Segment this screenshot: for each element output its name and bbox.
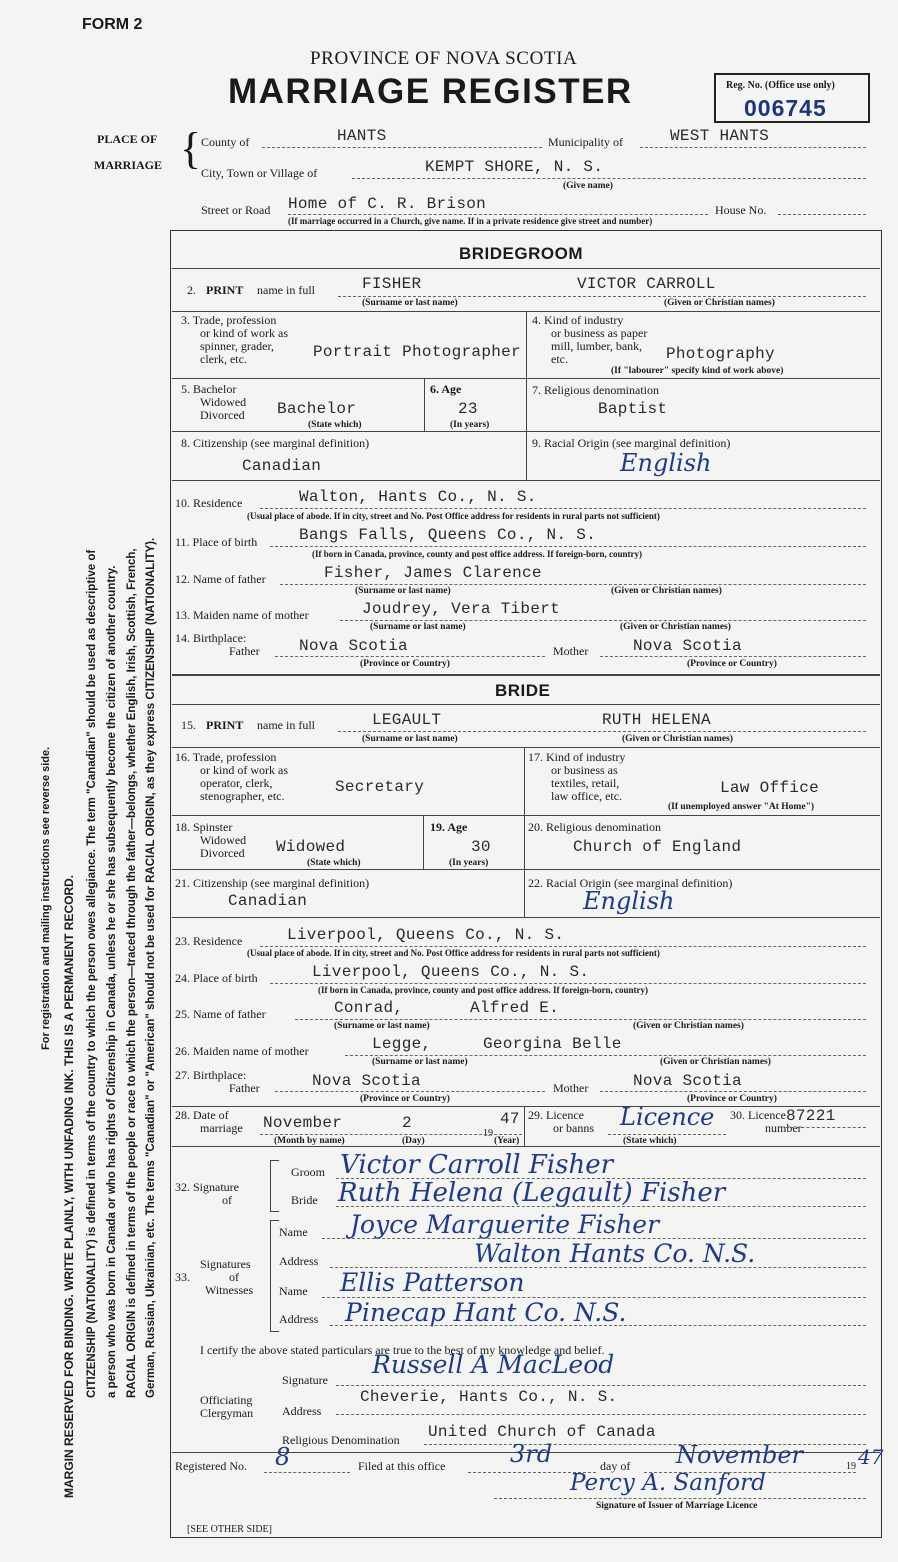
marriage-month-caption: (Month by name) (274, 1136, 345, 1146)
groom-citizenship: Canadian (242, 457, 322, 475)
witness2-address-label: Address (279, 1312, 319, 1326)
groom-birthplace-caption: (If born in Canada, province, county and post office address. If foreign-born, country) (312, 549, 643, 559)
groom-age-label: 6. Age (430, 382, 462, 396)
groom-industry-caption: (If "labourer" specify kind of work above) (611, 366, 784, 376)
signature-label-2: of (222, 1193, 232, 1207)
bride-mother-label: 26. Maiden name of mother (175, 1044, 309, 1058)
bride-father-given-caption: (Given or Christian names) (633, 1021, 744, 1031)
groom-mother: Joudrey, Vera Tibert (362, 600, 561, 618)
groom-given-caption: (Given or Christian names) (664, 298, 775, 308)
marriage-year: 47 (500, 1110, 520, 1128)
witness1-address: Walton Hants Co. N.S. (474, 1239, 756, 1268)
bride-industry: Law Office (720, 779, 820, 797)
groom-trade-label-2: or kind of work as (200, 326, 288, 340)
bride-status-label-2: Widowed (200, 833, 247, 847)
denomination: United Church of Canada (428, 1423, 656, 1441)
bride-mother-given-caption: (Given or Christian names) (660, 1057, 771, 1067)
bride-industry-caption: (If unemployed answer "At Home") (668, 802, 815, 812)
groom-industry: Photography (666, 345, 775, 363)
groom-industry-label-3: mill, lumber, bank, (551, 339, 643, 353)
place-brace: { (180, 124, 202, 173)
groom-residence-label: 10. Residence (175, 496, 243, 510)
groom-status: Bachelor (277, 400, 357, 418)
bride-bp-father-caption: (Province or Country) (360, 1094, 450, 1104)
bride-father-given: Alfred E. (470, 999, 560, 1017)
county-value: HANTS (337, 127, 387, 145)
bride-name-print: PRINT (206, 718, 244, 732)
groom-bp-mother-label: Mother (553, 644, 589, 658)
see-other-side: [SEE OTHER SIDE] (187, 1524, 272, 1535)
side-citizenship-1: CITIZENSHIP (NATIONALITY) is defined in terms of the country to which the person owes allegiance. The term "Canadian" should be used as descriptive of (86, 549, 98, 1398)
groom-name-print: PRINT (206, 283, 244, 297)
municipality-value: WEST HANTS (670, 127, 770, 145)
bride-racial: English (583, 887, 675, 915)
groom-father-surname-caption: (Surname or last name) (355, 586, 451, 596)
bride-trade-label-2: or kind of work as (200, 763, 288, 777)
groom-bp-mother: Nova Scotia (633, 637, 742, 655)
bride-bp-label: 27. Birthplace: (175, 1068, 247, 1082)
issuer-caption: Signature of Issuer of Marriage Licence (596, 1501, 758, 1511)
bride-trade: Secretary (335, 778, 425, 796)
marriage-day: 2 (402, 1114, 412, 1132)
licence-type: Licence (620, 1103, 715, 1131)
bride-residence-label: 23. Residence (175, 934, 243, 948)
groom-given: VICTOR CARROLL (577, 275, 716, 293)
bridegroom-heading: BRIDEGROOM (459, 244, 583, 263)
date-label-2: marriage (200, 1121, 243, 1135)
bride-father-surname-caption: (Surname or last name) (334, 1021, 430, 1031)
bride-trade-label-3: operator, clerk, (200, 776, 273, 790)
licence-type-caption: (State which) (623, 1136, 677, 1146)
bride-residence: Liverpool, Queens Co., N. S. (287, 926, 565, 944)
witness-label-1: Signatures (200, 1257, 251, 1271)
groom-surname-caption: (Surname or last name) (362, 298, 458, 308)
licence-number: 87221 (786, 1107, 836, 1125)
bride-father-surname: Conrad, (334, 999, 404, 1017)
marriage-year-prefix: 19 (483, 1128, 493, 1139)
filed-month: November (676, 1441, 804, 1469)
clergy-signature: Russell A MacLeod (372, 1350, 615, 1379)
street-caption: (If marriage occurred in a Church, give name. If in a private residence give street and number) (288, 216, 653, 226)
signature-label-1: 32. Signature (175, 1180, 239, 1194)
licence-label-1: 29. Licence (528, 1108, 584, 1122)
bride-religion-label: 20. Religious denomination (528, 820, 661, 834)
bride-age-label: 19. Age (430, 820, 468, 834)
groom-status-caption: (State which) (308, 420, 362, 430)
province-heading: PROVINCE OF NOVA SCOTIA (310, 48, 578, 69)
groom-status-label-1: 5. Bachelor (181, 382, 237, 396)
marriage-year-caption: (Year) (494, 1136, 520, 1146)
bride-given-caption: (Given or Christian names) (622, 734, 733, 744)
bride-industry-label-3: textiles, retail, (551, 776, 620, 790)
filed-day: 3rd (510, 1440, 553, 1468)
bride-status: Widowed (276, 838, 346, 856)
bride-bp-father-label: Father (229, 1081, 260, 1095)
groom-bp-father-label: Father (229, 644, 260, 658)
city-label: City, Town or Village of (201, 166, 318, 180)
groom-bp-father-caption: (Province or Country) (360, 659, 450, 669)
groom-name-label: name in full (257, 283, 315, 297)
bride-mother-surname-caption: (Surname or last name) (372, 1057, 468, 1067)
clergy-address: Cheverie, Hants Co., N. S. (360, 1388, 618, 1406)
witness2-name: Ellis Patterson (340, 1268, 525, 1297)
groom-trade: Portrait Photographer (313, 343, 521, 361)
licence-no-label-1: 30. Licence (730, 1108, 786, 1122)
clergy-sig-label: Signature (282, 1373, 328, 1387)
clergy-address-label: Address (282, 1404, 322, 1418)
bride-bp-father: Nova Scotia (312, 1072, 421, 1090)
witness1-address-label: Address (279, 1254, 319, 1268)
bride-bp-mother-caption: (Province or Country) (687, 1094, 777, 1104)
groom-religion: Baptist (598, 400, 668, 418)
bride-age: 30 (471, 838, 491, 856)
city-value: KEMPT SHORE, N. S. (425, 158, 604, 176)
groom-residence-caption: (Usual place of abode. If in city, street and No. Post Office address for residents in rural parts not sufficient) (247, 511, 660, 521)
date-label-1: 28. Date of (175, 1108, 229, 1122)
groom-surname: FISHER (362, 275, 422, 293)
place-label-1: PLACE OF (97, 132, 158, 146)
groom-status-label-3: Divorced (200, 408, 245, 422)
bride-bp-mother-label: Mother (553, 1081, 589, 1095)
reg-number-label: Reg. No. (Office use only) (726, 80, 835, 91)
bride-status-label-3: Divorced (200, 846, 245, 860)
bride-citizenship: Canadian (228, 892, 308, 910)
bride-religion: Church of England (573, 838, 742, 856)
groom-racial: English (620, 449, 712, 477)
groom-age: 23 (458, 400, 478, 418)
witness-num: 33. (175, 1270, 190, 1284)
clergy-label-2: Clergyman (200, 1406, 254, 1420)
groom-bp-father: Nova Scotia (299, 637, 408, 655)
bride-residence-caption: (Usual place of abode. If in city, street and No. Post Office address for residents in rural parts not sufficient) (247, 948, 660, 958)
bride-mother-surname: Legge, (372, 1035, 432, 1053)
certify-text: I certify the above stated particulars are true to the best of my knowledge and belief. (200, 1343, 605, 1357)
side-citizenship-2: a person who was born in Canada or who has rights of Citizenship in Canada, unless he or she has subsequently become the citizen of another country. (106, 565, 118, 1398)
filed-year-prefix: 19 (846, 1461, 856, 1472)
reg-number-box (714, 73, 870, 123)
groom-mother-surname-caption: (Surname or last name) (370, 622, 466, 632)
issuer-signature: Percy A. Sanford (570, 1470, 766, 1496)
registered-number: 8 (275, 1443, 291, 1471)
reg-number: 006745 (744, 95, 827, 121)
bride-racial-label: 22. Racial Origin (see marginal definition) (528, 876, 733, 890)
house-label: House No. (715, 203, 767, 217)
witness2-name-label: Name (279, 1284, 308, 1298)
groom-industry-label-1: 4. Kind of industry (532, 313, 624, 327)
bride-bp-mother: Nova Scotia (633, 1072, 742, 1090)
street-label: Street or Road (201, 203, 271, 217)
marriage-month: November (263, 1114, 343, 1132)
bride-birthplace-caption: (If born in Canada, province, county and post office address. If foreign-born, country) (318, 985, 649, 995)
bride-trade-label-4: stenographer, etc. (200, 789, 285, 803)
side-note-instructions: For registration and mailing instructions see reverse side. (40, 746, 52, 1050)
side-racial-1: RACIAL ORIGIN is defined in terms of the people or race to which the person—traced through the father—belongs, whether English, Irish, Scottish, French, (126, 548, 138, 1398)
filed-label: Filed at this office (358, 1459, 446, 1473)
groom-bp-label: 14. Birthplace: (175, 631, 247, 645)
groom-father-given-caption: (Given or Christian names) (611, 586, 722, 596)
bride-signature: Ruth Helena (Legault) Fisher (338, 1178, 726, 1208)
bride-citizenship-label: 21. Citizenship (see marginal definition) (175, 876, 370, 890)
bride-birthplace-label: 24. Place of birth (175, 971, 258, 985)
county-label: County of (201, 135, 250, 149)
bride-industry-label-4: law office, etc. (551, 789, 623, 803)
groom-mother-given-caption: (Given or Christian names) (620, 622, 731, 632)
groom-father: Fisher, James Clarence (324, 564, 542, 582)
groom-industry-label-4: etc. (551, 352, 568, 366)
form-number: FORM 2 (82, 16, 143, 33)
bride-status-caption: (State which) (307, 858, 361, 868)
municipality-label: Municipality of (548, 135, 623, 149)
groom-trade-label-4: clerk, etc. (200, 352, 247, 366)
groom-birthplace-label: 11. Place of birth (175, 535, 258, 549)
signature-bracket (270, 1160, 279, 1212)
street-value: Home of C. R. Brison (288, 195, 487, 213)
groom-birthplace: Bangs Falls, Queens Co., N. S. (299, 526, 597, 544)
groom-citizenship-label: 8. Citizenship (see marginal definition) (181, 436, 370, 450)
side-racial-2: German, Russian, Ukrainian, etc. The terms "Canadian" or "American" should not be used for RACIAL ORIGIN, as they express CITIZENSHIP (NATIONALITY). (145, 537, 157, 1398)
groom-residence: Walton, Hants Co., N. S. (299, 488, 537, 506)
groom-signature: Victor Carroll Fisher (340, 1150, 614, 1180)
bride-given: RUTH HELENA (602, 711, 711, 729)
groom-industry-label-2: or business as paper (551, 326, 648, 340)
bride-name-num: 15. (181, 718, 196, 732)
witness2-address: Pinecap Hant Co. N.S. (345, 1298, 627, 1327)
page-title: MARRIAGE REGISTER (228, 72, 633, 111)
groom-bp-mother-caption: (Province or Country) (687, 659, 777, 669)
groom-religion-label: 7. Religious denomination (532, 383, 659, 397)
witness-label-2: of (229, 1270, 239, 1284)
bride-surname: LEGAULT (372, 711, 442, 729)
groom-father-label: 12. Name of father (175, 572, 266, 586)
groom-age-caption: (In years) (450, 420, 490, 430)
groom-trade-label-3: spinner, grader, (200, 339, 275, 353)
bride-mother-given: Georgina Belle (483, 1035, 622, 1053)
witness-label-3: Witnesses (205, 1283, 254, 1297)
filed-year: 47 (858, 1445, 884, 1469)
city-caption: (Give name) (563, 181, 613, 191)
bride-industry-label-1: 17. Kind of industry (528, 750, 626, 764)
groom-name-num: 2. (187, 283, 196, 297)
groom-racial-label: 9. Racial Origin (see marginal definition) (532, 436, 731, 450)
bride-name-label: name in full (257, 718, 315, 732)
groom-mother-label: 13. Maiden name of mother (175, 608, 309, 622)
witness1-name: Joyce Marguerite Fisher (350, 1210, 660, 1239)
witness-bracket (270, 1220, 279, 1332)
witness1-name-label: Name (279, 1225, 308, 1239)
bride-father-label: 25. Name of father (175, 1007, 266, 1021)
bride-sig-label: Bride (291, 1193, 318, 1207)
bride-surname-caption: (Surname or last name) (362, 734, 458, 744)
bride-industry-label-2: or business as (551, 763, 618, 777)
bride-age-caption: (In years) (449, 858, 489, 868)
clergy-label-1: Officiating (200, 1393, 253, 1407)
groom-trade-label-1: 3. Trade, profession (181, 313, 277, 327)
bride-birthplace: Liverpool, Queens Co., N. S. (312, 963, 590, 981)
denomination-label: Religious Denomination (282, 1433, 400, 1447)
day-of-label: day of (600, 1459, 631, 1473)
licence-no-label-2: number (765, 1121, 802, 1135)
side-note-margin: MARGIN RESERVED FOR BINDING. WRITE PLAINLY, WITH UNFADING INK. THIS IS A PERMANENT RECORD. (62, 874, 76, 1498)
marriage-day-caption: (Day) (402, 1136, 425, 1146)
place-label-2: MARRIAGE (94, 158, 162, 172)
bride-status-label-1: 18. Spinster (175, 820, 233, 834)
groom-sig-label: Groom (291, 1165, 325, 1179)
registered-label: Registered No. (175, 1459, 247, 1473)
bride-heading: BRIDE (495, 681, 551, 700)
bride-trade-label-1: 16. Trade, profession (175, 750, 277, 764)
licence-label-2: or banns (553, 1121, 594, 1135)
groom-status-label-2: Widowed (200, 395, 247, 409)
